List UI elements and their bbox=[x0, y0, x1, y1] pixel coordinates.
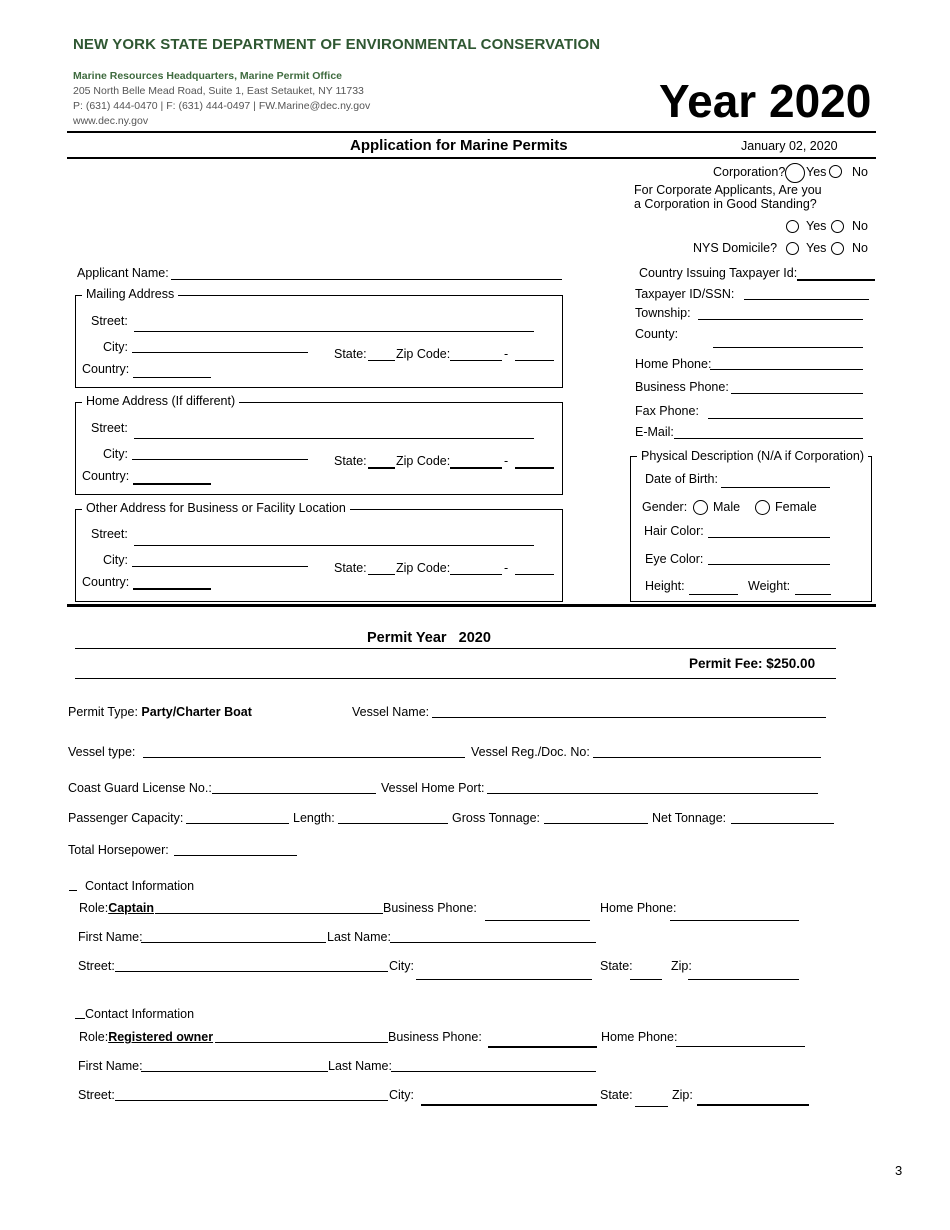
contact1-city-field[interactable] bbox=[416, 979, 592, 980]
contact1-home-phone-label: Home Phone: bbox=[600, 901, 677, 915]
office-address: 205 North Belle Mead Road, Suite 1, East Setauket, NY 11733 bbox=[73, 85, 364, 97]
home-city-label: City: bbox=[103, 447, 128, 461]
contact1-street-label: Street: bbox=[78, 959, 115, 973]
contact2-first-name-field[interactable] bbox=[141, 1071, 328, 1072]
corporation-yes-radio[interactable] bbox=[785, 163, 805, 183]
home-port-field[interactable] bbox=[487, 793, 818, 794]
net-tonnage-field[interactable] bbox=[731, 823, 834, 824]
permit-year-rule bbox=[75, 648, 836, 649]
gross-tonnage-label: Gross Tonnage: bbox=[452, 811, 541, 825]
contact1-business-phone-label: Business Phone: bbox=[383, 901, 477, 915]
other-city-field[interactable] bbox=[132, 566, 308, 567]
applicant-name-label: Applicant Name: bbox=[77, 266, 169, 280]
year-title: Year 2020 bbox=[659, 75, 872, 127]
contact2-role-label: Role: bbox=[79, 1030, 109, 1044]
township-field[interactable] bbox=[698, 319, 863, 320]
weight-field[interactable] bbox=[795, 594, 831, 595]
passenger-capacity-label: Passenger Capacity: bbox=[68, 811, 184, 825]
mailing-street-field[interactable] bbox=[134, 331, 534, 332]
business-phone-label: Business Phone: bbox=[635, 380, 729, 394]
contact2-street-field[interactable] bbox=[115, 1100, 388, 1101]
other-city-label: City: bbox=[103, 553, 128, 567]
other-country-field[interactable] bbox=[133, 588, 211, 590]
home-zip-ext-field[interactable] bbox=[515, 467, 554, 469]
home-address-box bbox=[75, 402, 563, 495]
home-address-legend: Home Address (If different) bbox=[82, 394, 239, 408]
contact2-city-label: City: bbox=[389, 1088, 414, 1102]
business-phone-field[interactable] bbox=[731, 393, 863, 394]
contact2-state-label: State: bbox=[600, 1088, 633, 1102]
gross-tonnage-field[interactable] bbox=[544, 823, 648, 824]
mailing-city-label: City: bbox=[103, 340, 128, 354]
hair-color-label: Hair Color: bbox=[644, 524, 704, 538]
permit-year bbox=[367, 630, 491, 646]
gender-label: Gender: bbox=[642, 500, 688, 514]
applicant-name-field[interactable] bbox=[171, 279, 562, 280]
permit-type bbox=[68, 705, 252, 719]
gender-male-label: Male bbox=[713, 500, 741, 514]
other-street-label: Street: bbox=[91, 527, 128, 541]
passenger-capacity-field[interactable] bbox=[186, 823, 289, 824]
eye-color-label: Eye Color: bbox=[645, 552, 704, 566]
height-field[interactable] bbox=[689, 594, 738, 595]
home-port-label: Vessel Home Port: bbox=[381, 781, 485, 795]
contact1-role-label: Role: bbox=[79, 901, 109, 915]
contact2-role-field[interactable] bbox=[215, 1042, 388, 1043]
contact1-city-label: City: bbox=[389, 959, 414, 973]
contact1-role-value: Captain bbox=[108, 901, 155, 915]
mailing-country-field[interactable] bbox=[133, 377, 211, 378]
county-field[interactable] bbox=[713, 347, 863, 348]
nys-domicile-yes-radio[interactable] bbox=[786, 242, 799, 255]
home-street-label: Street: bbox=[91, 421, 128, 435]
home-state-field[interactable] bbox=[368, 467, 395, 469]
gender-female-radio[interactable] bbox=[755, 500, 770, 515]
contact2-last-name-field[interactable] bbox=[391, 1071, 596, 1072]
good-standing-no-radio[interactable] bbox=[831, 220, 844, 233]
cg-license-field[interactable] bbox=[212, 793, 376, 794]
contact1-business-phone-field[interactable] bbox=[485, 920, 590, 921]
contact2-business-phone-label: Business Phone: bbox=[388, 1030, 482, 1044]
contact2-zip-label: Zip: bbox=[672, 1088, 693, 1102]
contact1-heading-rule bbox=[69, 890, 77, 891]
header-rule-bottom bbox=[67, 157, 876, 159]
office-contact: P: (631) 444-0470 | F: (631) 444-0497 | FW.Marine@dec.ny.gov bbox=[73, 100, 371, 112]
dob-field[interactable] bbox=[721, 487, 830, 488]
home-zip-dash: - bbox=[504, 454, 509, 468]
home-state-label: State: bbox=[334, 454, 367, 468]
mailing-address-box bbox=[75, 295, 563, 388]
other-zip-dash: - bbox=[504, 561, 509, 575]
vessel-type-field[interactable] bbox=[143, 757, 465, 758]
permit-fee: Permit Fee: $250.00 bbox=[689, 656, 816, 671]
nys-domicile-question: NYS Domicile? bbox=[693, 241, 778, 255]
gender-male-radio[interactable] bbox=[693, 500, 708, 515]
section-divider bbox=[67, 604, 876, 607]
good-standing-question-line2: a Corporation in Good Standing? bbox=[634, 197, 817, 211]
good-standing-yes-radio[interactable] bbox=[786, 220, 799, 233]
other-state-field[interactable] bbox=[368, 574, 395, 575]
vessel-name-label: Vessel Name: bbox=[352, 705, 430, 719]
vessel-type-label: Vessel type: bbox=[68, 745, 136, 759]
contact1-home-phone-field[interactable] bbox=[670, 920, 799, 921]
contact2-heading: Contact Information bbox=[85, 1007, 195, 1021]
good-standing-no-label: No bbox=[852, 219, 868, 233]
vessel-name-field[interactable] bbox=[432, 717, 826, 718]
permit-year-label: Permit Year bbox=[367, 630, 447, 646]
vessel-reg-field[interactable] bbox=[593, 757, 821, 758]
eye-color-field[interactable] bbox=[708, 564, 830, 565]
home-city-field[interactable] bbox=[132, 459, 308, 460]
department-name: NEW YORK STATE DEPARTMENT OF ENVIRONMENTAL CONSERVATION bbox=[73, 36, 601, 53]
mailing-zip-label: Zip Code: bbox=[396, 347, 451, 361]
contact1-zip-field[interactable] bbox=[688, 979, 799, 980]
other-address-legend: Other Address for Business or Facility Location bbox=[82, 501, 350, 515]
dob-label: Date of Birth: bbox=[645, 472, 718, 486]
cg-license-label: Coast Guard License No.: bbox=[68, 781, 212, 795]
mailing-state-field[interactable] bbox=[368, 360, 395, 361]
page-number: 3 bbox=[895, 1163, 903, 1178]
contact1-zip-label: Zip: bbox=[671, 959, 692, 973]
township-label: Township: bbox=[635, 306, 691, 320]
contact1-heading: Contact Information bbox=[85, 879, 195, 893]
home-country-field[interactable] bbox=[133, 483, 211, 485]
nys-domicile-no-radio[interactable] bbox=[831, 242, 844, 255]
home-zip-field[interactable] bbox=[450, 467, 502, 469]
mailing-city-field[interactable] bbox=[132, 352, 308, 353]
permit-type-value: Party/Charter Boat bbox=[141, 705, 252, 719]
other-zip-field[interactable] bbox=[450, 574, 502, 575]
contact2-zip-field[interactable] bbox=[697, 1104, 809, 1106]
contact1-last-name-label: Last Name: bbox=[327, 930, 391, 944]
contact2-home-phone-field[interactable] bbox=[676, 1046, 805, 1047]
mailing-street-label: Street: bbox=[91, 314, 128, 328]
nys-domicile-yes-label: Yes bbox=[806, 241, 827, 255]
other-state-label: State: bbox=[334, 561, 367, 575]
contact1-role bbox=[79, 901, 154, 915]
mailing-zip-field[interactable] bbox=[450, 360, 502, 361]
contact2-state-field[interactable] bbox=[635, 1106, 668, 1107]
contact1-street-field[interactable] bbox=[115, 971, 388, 972]
contact2-business-phone-field[interactable] bbox=[488, 1046, 597, 1048]
good-standing-yes-label: Yes bbox=[806, 219, 827, 233]
hair-color-field[interactable] bbox=[708, 537, 830, 538]
length-field[interactable] bbox=[338, 823, 448, 824]
nys-domicile-no-label: No bbox=[852, 241, 868, 255]
mailing-country-label: Country: bbox=[82, 362, 130, 376]
taxpayer-id-field[interactable] bbox=[744, 299, 869, 300]
physical-description-legend: Physical Description (N/A if Corporation) bbox=[637, 449, 868, 463]
header-rule-top bbox=[67, 131, 876, 133]
fax-phone-field[interactable] bbox=[708, 418, 863, 419]
contact1-state-label: State: bbox=[600, 959, 633, 973]
form-date: January 02, 2020 bbox=[741, 139, 838, 153]
good-standing-question-line1: For Corporate Applicants, Are you bbox=[634, 183, 822, 197]
contact2-last-name-label: Last Name: bbox=[328, 1059, 392, 1073]
taxpayer-id-label: Taxpayer ID/SSN: bbox=[635, 287, 735, 301]
contact1-role-field[interactable] bbox=[155, 913, 383, 914]
contact2-home-phone-label: Home Phone: bbox=[601, 1030, 678, 1044]
county-label: County: bbox=[635, 327, 679, 341]
corporation-question: Corporation? bbox=[713, 165, 786, 179]
email-field[interactable] bbox=[674, 438, 863, 439]
country-taxpayer-label: Country Issuing Taxpayer Id: bbox=[639, 266, 798, 280]
fax-phone-label: Fax Phone: bbox=[635, 404, 699, 418]
contact2-first-name-label: First Name: bbox=[78, 1059, 143, 1073]
net-tonnage-label: Net Tonnage: bbox=[652, 811, 727, 825]
contact2-city-field[interactable] bbox=[421, 1104, 597, 1106]
length-label: Length: bbox=[293, 811, 335, 825]
home-street-field[interactable] bbox=[134, 438, 534, 439]
weight-label: Weight: bbox=[748, 579, 791, 593]
corporation-no-label: No bbox=[852, 165, 868, 179]
other-country-label: Country: bbox=[82, 575, 130, 589]
form-title: Application for Marine Permits bbox=[350, 137, 568, 154]
contact1-last-name-field[interactable] bbox=[390, 942, 596, 943]
email-label: E-Mail: bbox=[635, 425, 674, 439]
permit-fee-rule bbox=[75, 678, 836, 679]
home-phone-field[interactable] bbox=[710, 369, 863, 370]
other-zip-ext-field[interactable] bbox=[515, 574, 554, 575]
mailing-address-legend: Mailing Address bbox=[82, 287, 178, 301]
office-name: Marine Resources Headquarters, Marine Permit Office bbox=[73, 70, 343, 82]
mailing-zip-dash: - bbox=[504, 347, 509, 361]
office-website: www.dec.ny.gov bbox=[73, 115, 149, 127]
permit-year-value: 2020 bbox=[458, 630, 491, 646]
other-zip-label: Zip Code: bbox=[396, 561, 451, 575]
contact1-state-field[interactable] bbox=[630, 979, 662, 980]
horsepower-field[interactable] bbox=[174, 855, 297, 856]
home-phone-label: Home Phone: bbox=[635, 357, 712, 371]
corporation-no-radio[interactable] bbox=[829, 165, 842, 178]
contact2-role-value: Registered owner bbox=[108, 1030, 214, 1044]
corporation-yes-label: Yes bbox=[806, 165, 827, 179]
gender-female-label: Female bbox=[775, 500, 817, 514]
mailing-zip-ext-field[interactable] bbox=[515, 360, 554, 361]
contact2-street-label: Street: bbox=[78, 1088, 115, 1102]
contact2-heading-rule bbox=[75, 1018, 85, 1019]
other-street-field[interactable] bbox=[134, 545, 534, 546]
home-country-label: Country: bbox=[82, 469, 130, 483]
contact1-first-name-field[interactable] bbox=[141, 942, 326, 943]
contact2-role bbox=[79, 1030, 213, 1044]
permit-type-label: Permit Type: bbox=[68, 705, 138, 719]
horsepower-label: Total Horsepower: bbox=[68, 843, 169, 857]
mailing-state-label: State: bbox=[334, 347, 367, 361]
contact1-first-name-label: First Name: bbox=[78, 930, 143, 944]
height-label: Height: bbox=[645, 579, 685, 593]
home-zip-label: Zip Code: bbox=[396, 454, 451, 468]
country-taxpayer-field[interactable] bbox=[797, 279, 875, 281]
vessel-reg-label: Vessel Reg./Doc. No: bbox=[471, 745, 590, 759]
